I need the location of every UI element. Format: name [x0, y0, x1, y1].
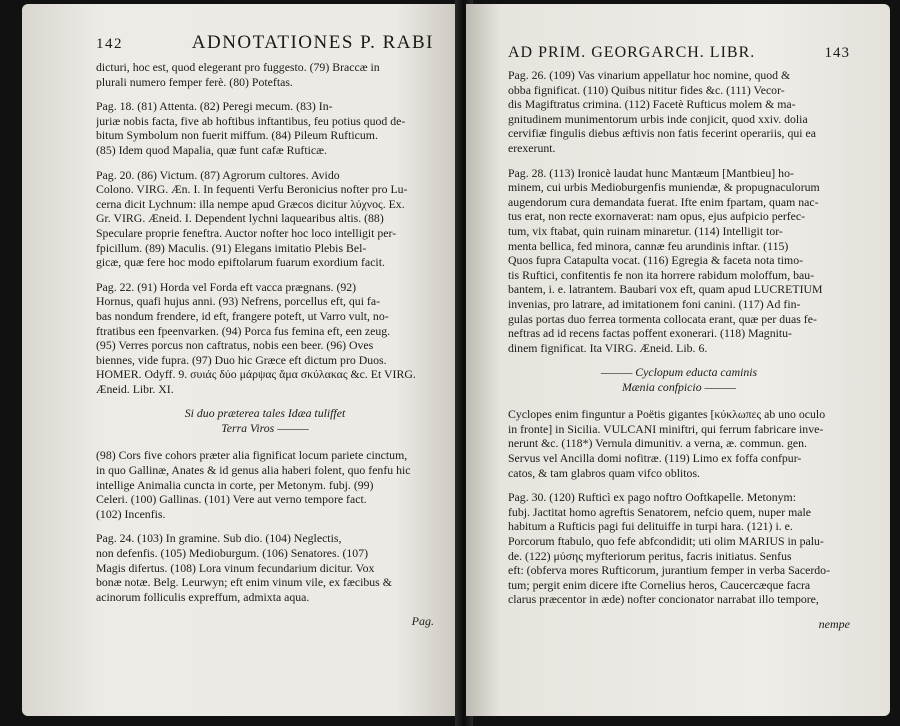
text-line: in fronte] in Sicilia. VULCANI miniftri, qui ferrum fabricare inve-	[508, 421, 824, 436]
paragraph	[508, 166, 850, 356]
verse-quote	[96, 406, 434, 436]
paragraph	[96, 168, 434, 270]
text-line: cerna dicit Lychnum: illa nempe apud Græcos dicitur λύχνος. Ex.	[96, 196, 405, 211]
paragraph	[96, 60, 434, 89]
text-line: plurali numero femper ferè. (80) Poteftas.	[96, 74, 293, 89]
text-line: (85) Idem quod Mapalia, quæ funt cafæ Rufticæ.	[96, 142, 327, 157]
paragraph	[96, 531, 434, 604]
quote-line: Terra Viros ———	[221, 421, 309, 436]
text-line: clarus præcentor in æde) nofter concionator narrabat illo tempore,	[508, 592, 819, 607]
text-line: (102) Incenfis.	[96, 506, 166, 521]
text-line: juriæ nobis facta, five ab hoftibus inftantibus, feu potius quod de-	[96, 113, 406, 128]
paragraph	[96, 448, 434, 521]
text-line: Pag. 28. (113) Ironicè laudat hunc Mantæum [Mantbieu] ho-	[508, 165, 794, 180]
paragraph	[508, 407, 850, 480]
text-line: Pag. 22. (91) Horda vel Forda eft vacca prægnans. (92)	[96, 279, 357, 294]
text-line: fubj. Jactitat homo agreftis Senatorem, nefcio quem, nuper male	[508, 504, 812, 519]
text-line: gnitudinem munimentorum urbis inde conjicit, quod xxiv. dolia	[508, 111, 808, 126]
text-line: Servus vel Ancilla domi nofitræ. (119) Limo ex foffa confpur-	[508, 451, 802, 466]
text-line: invenias, pro latrare, ad imitationem foni canini. (117) Ad fin-	[508, 296, 801, 311]
text-line: Pag. 30. (120) Rufticì ex pago noftro Ooftkapelle. Metonym:	[508, 490, 796, 505]
text-line: tum; pergit enim dicere ifte Cornelius heros, Caucercæque facra	[508, 577, 811, 592]
page-number: 143	[824, 45, 850, 61]
text-line: dinem fignificat. Ita VIRG. Æneid. Lib. 6.	[508, 340, 708, 355]
catchword: nempe	[818, 617, 850, 631]
text-line: bonæ notæ. Belg. Leurwyn; eft enim vinum vile, ex fæcibus &	[96, 575, 392, 590]
text-line: fpicillum. (89) Maculis. (91) Elegans imitatio Plebis Bel-	[96, 240, 367, 255]
text-line: Pag. 24. (103) In gramine. Sub dio. (104) Neglectis,	[96, 531, 342, 546]
text-line: Quos fupra Catapulta vocat. (116) Egregia & faceta nota timo-	[508, 253, 804, 268]
text-line: acinorum folliculis expreffum, admixta aqua.	[96, 589, 310, 604]
text-line: ftratibus een fpeenvarken. (94) Porca fus femina eft, een zeug.	[96, 323, 391, 338]
right-page-header	[508, 44, 850, 62]
text-line: Cyclopes enim finguntur a Poëtis gigantes [κύκλωπες ab uno oculo	[508, 407, 826, 422]
text-line: bas nondum frendere, id eft, frangere poteft, ut Varro vult, no-	[96, 308, 389, 323]
paragraph	[96, 99, 434, 157]
text-line: Pag. 18. (81) Attenta. (82) Peregi mecum. (83) In-	[96, 99, 333, 114]
text-line: dis Magiftratus crimina. (112) Facetè Rufticus molem & ma-	[508, 97, 796, 112]
paragraph	[508, 68, 850, 156]
left-page	[22, 4, 462, 716]
paragraph	[96, 280, 434, 397]
text-line: gicæ, quæ fere hoc modo epiftolarum fuarum exordium facit.	[96, 255, 385, 270]
text-line: obba fignificat. (110) Quibus nititur fides &c. (111) Vecor-	[508, 82, 785, 97]
text-line: eft: (obferva mores Rufticorum, jurantium femper in verba Sacerdo-	[508, 563, 831, 578]
text-line: biennes, vide fupra. (97) Duo hic Græce eft dictum pro Duos.	[96, 352, 387, 367]
text-line: menta bellica, fed minora, cannæ feu arundinis inftar. (115)	[508, 238, 789, 253]
text-line: Pag. 20. (86) Victum. (87) Agrorum cultores. Avido	[96, 167, 340, 182]
verse-quote	[508, 365, 850, 395]
text-line: de. (122) μύσης myfteriorum peritus, facris initiatus. Senfus	[508, 548, 792, 563]
text-line: intellige Animalia cuncta in corte, per Metonym. fubj. (99)	[96, 477, 374, 492]
text-line: Magis difertus. (108) Lora vinum fecundarium dicitur. Vox	[96, 560, 375, 575]
quote-line: Mænia confpicio ———	[621, 380, 737, 395]
text-line: bitum Symbolum non fuerit miffum. (84) Pileum Rufticum.	[96, 128, 378, 143]
text-line: (98) Cors five cohors præter alia fignificat locum pariete cinctum,	[96, 448, 408, 463]
text-line: non defenfis. (105) Medioburgum. (106) Senatores. (107)	[96, 546, 369, 561]
text-line: Æneid. Libr. XI.	[96, 381, 174, 396]
text-line: in quo Gallinæ, Anates & id genus alia haberi folent, quo fenfu hic	[96, 463, 411, 478]
text-line: Gr. VIRG. Æneid. I. Dependent lychni laquearibus altis. (88)	[96, 211, 384, 226]
text-line: HOMER. Odyff. 9. συιάς δύο μάρψας ἅμα σκύλακας &c. Et VIRG.	[96, 367, 416, 382]
text-line: dicturi, hoc est, quod elegerant pro fuggesto. (79) Braccæ in	[96, 60, 380, 74]
text-line: minem, cui urbis Medioburgenfis muniendæ, & propugnaculorum	[508, 180, 820, 195]
running-head: AD PRIM. GEORGARCH. LIBR.	[508, 44, 756, 61]
text-line: catos, & tam glabros quam vifco oblitos.	[508, 465, 700, 480]
running-head: ADNOTATIONES P. RABI	[191, 32, 434, 53]
text-line: cervifiæ fingulis diebus æftivis non fatis fecerint operariis, qui ea	[508, 126, 816, 141]
text-line: tis Ruftici, confitentis fe non ita horrere rabidum moloffum, bau-	[508, 267, 815, 282]
text-line: (95) Verres porcus non caftratus, nobis een beer. (96) Oves	[96, 338, 374, 353]
text-line: Pag. 26. (109) Vas vinarium appellatur hoc nomine, quod &	[508, 68, 791, 82]
text-line: augendorum cura demandata fuerat. Ifte enim fpartam, quam nac-	[508, 194, 819, 209]
text-line: bantem, i. e. latrantem. Baubari vox eft, quam apud LUCRETIUM	[508, 282, 823, 297]
text-line: tus erat, non recte exornaverat: nam opus, ejus aufpicio perfec-	[508, 209, 806, 224]
left-page-header	[96, 32, 434, 54]
paragraph	[508, 490, 850, 607]
text-line: Celeri. (100) Gallinas. (101) Vere aut verno tempore fact.	[96, 492, 367, 507]
right-page	[466, 4, 890, 716]
text-line: Hornus, quafi hujus anni. (93) Nefrens, porcellus eft, qui fa-	[96, 294, 381, 309]
text-line: tum, vix ftabat, quin ruinam minaretur. (114) Intelligit tor-	[508, 223, 783, 238]
text-line: neftras ad id recens factas poffent exonerari. (118) Magnitu-	[508, 326, 792, 341]
text-line: erexerunt.	[508, 140, 556, 155]
text-line: gulas portas duo ferrea tormenta collocata erant, quæ per duas fe-	[508, 311, 817, 326]
text-line: Colono. VIRG. Æn. I. In fequenti Verfu Beronicius nofter pro Lu-	[96, 182, 408, 197]
text-line: Porcorum ftabulo, quo fefe abfcondidit; uti olim MARIUS in palu-	[508, 534, 824, 549]
text-line: nerunt &c. (118*) Vernula dimunitiv. a verna, æ. commun. gen.	[508, 436, 808, 451]
text-line: habitum a Rufticis pagi fui delituiffe in turpi hara. (121) i. e.	[508, 519, 793, 534]
text-line: Speculare proprie feneftra. Auctor nofter hoc loco intelligit per-	[96, 225, 397, 240]
catchword: Pag.	[411, 614, 434, 629]
quote-line: ——— Cyclopum educta caminis	[600, 365, 758, 380]
quote-line: Si duo præterea tales Idæa tuliffet	[184, 406, 346, 421]
page-number: 142	[96, 36, 123, 52]
